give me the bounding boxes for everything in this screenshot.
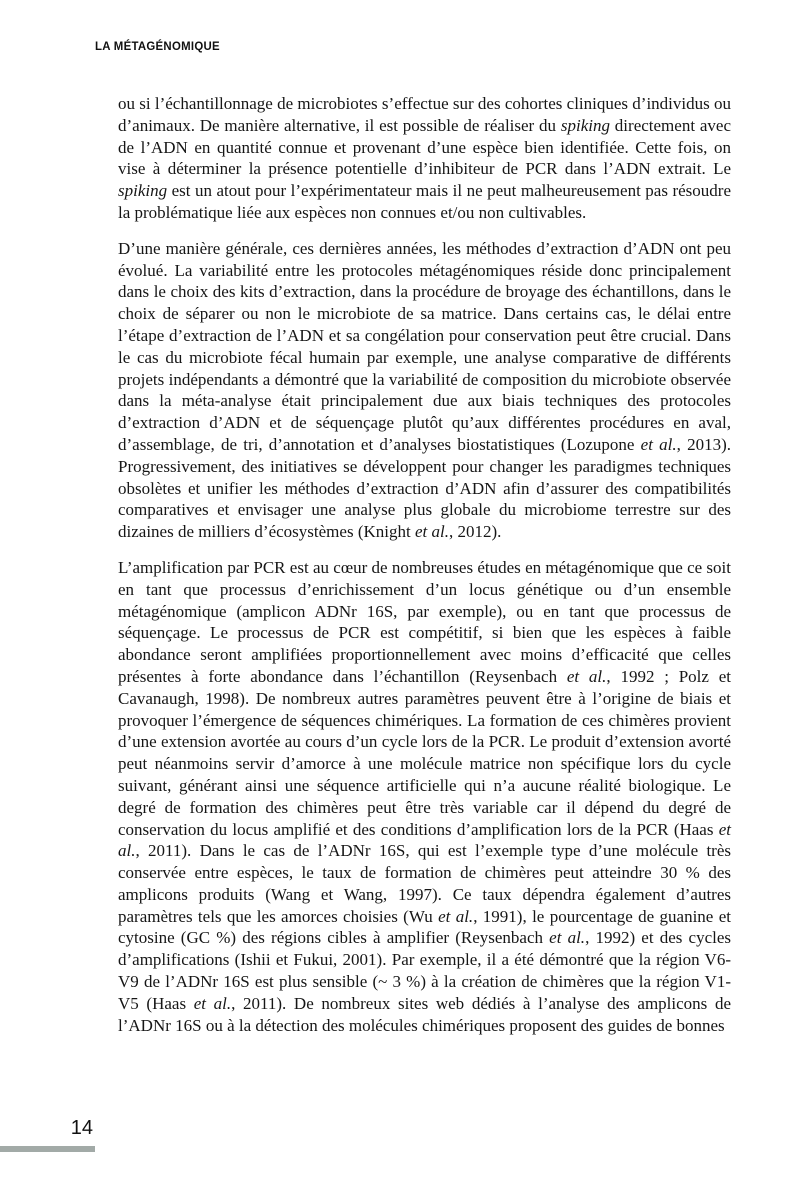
plain-text: , 2011). Dans le cas de l’ADNr 16S, qui est l’exemple type d’une molécule très conservée entre espèces, le taux de formation de chimères peut atteindre 30 % des amplicons produits (Wang et Wang, 1997). Ce taux dépendra également d’autres paramètres tels que les amorces choisies (Wu: [118, 841, 731, 926]
body-text: [118, 93, 731, 1050]
plain-text: est un atout pour l’expérimentateur mais il ne peut malheureusement pas résoudre la problématique liée aux espèces non connues et/ou non cultivables.: [118, 181, 731, 222]
italic-text: et al.: [118, 819, 731, 861]
italic-text: spiking: [560, 115, 610, 135]
plain-text: , 2012).: [448, 522, 502, 542]
plain-text: , 2011). De nombreux sites web dédiés à l’analyse des amplicons de l’ADNr 16S ou à la détection des molécules chimériques proposent des guides de bonnes: [118, 993, 731, 1035]
italic-text: et al.: [438, 906, 474, 926]
plain-text: , 1991), le pourcentage de guanine et cytosine (GC %) des régions cibles à amplifier (Reysenbach: [118, 906, 731, 948]
paragraph: [118, 93, 731, 224]
page-number: 14: [70, 1117, 93, 1139]
plain-text: , 2013). Progressivement, des initiatives se développent pour changer les paradigmes techniques obsolètes et unifier les méthodes d’extraction d’ADN afin d’assurer des compatibilités comparatives et envisager une analyse plus globale du microbiome terrestre sur des dizaines de milliers d’écosystèmes (Knight: [118, 434, 731, 542]
paragraph: [118, 557, 731, 1037]
plain-text: L’amplification par PCR est au cœur de nombreuses études en métagénomique que ce soit en tant que processus d’enrichissement d’un locus génétique ou d’un ensemble métagénomique (amplicon ADNr 16S, par exemple), ou en tant que processus de séquençage. Le processus de PCR est compétitif, si bien que les espèces à faible abondance seront amplifiées proportionnellement avec moins d’efficacité que celles présentes à forte abondance dans l’échantillon (Reysenbach: [118, 557, 731, 686]
plain-text: , 1992) et des cycles d’amplifications (Ishii et Fukui, 2001). Par exemple, il a été démontré que la région V6-V9 de l’ADNr 16S est plus sensible (~ 3 %) à la création de chimères que la région V1-V5 (Haas: [118, 928, 731, 1013]
folio-rule: [0, 1146, 95, 1152]
plain-text: , 1992 ; Polz et Cavanaugh, 1998). De nombreux autres paramètres peuvent être à l’origine de biais et provoquer l’émergence de séquences chimériques. La formation de ces chimères provient d’une extension avortée au cours d’un cycle lors de la PCR. Le produit d’extension avorté peut néanmoins servir d’amorce à une molécule matrice non spécifique lors du cycle suivant, générant ainsi une séquence artificielle qui n’a aucune réalité biologique. Le degré de formation des chimères peut être très variable car il dépend du degré de conservation du locus amplifié et des conditions d’amplification lors de la PCR (Haas: [118, 666, 731, 839]
italic-text: et al.: [549, 928, 586, 948]
paragraph: [118, 238, 731, 543]
running-header: LA MÉTAGÉNOMIQUE: [95, 39, 220, 53]
italic-text: et al.: [566, 666, 607, 686]
italic-text: et al.: [193, 993, 232, 1013]
plain-text: directement avec de l’ADN en quantité connue et provenant d’une espèce bien identifiée. Cette fois, on vise à déterminer la présence potentielle d’inhibiteur de PCR dans l’ADN extrait. Le: [118, 115, 732, 179]
plain-text: D’une manière générale, ces dernières années, les méthodes d’extraction d’ADN ont peu évolué. La variabilité entre les protocoles métagénomiques réside donc principalement dans le choix des kits d’extraction, dans la procédure de broyage des échantillons, dans le choix de séparer ou non le microbiote de sa matrice. Dans certains cas, le délai entre l’étape d’extraction de l’ADN et sa congélation pour conservation peut être crucial. Dans le cas du microbiote fécal humain par exemple, une analyse comparative de différents projets indépendants a démontré que la variabilité de composition du microbiote observée dans la méta-analyse était principalement due aux biais techniques des protocoles d’extraction d’ADN et de séquençage plutôt qu’aux différentes procédures en aval, d’assemblage, de tri, d’annotation et d’analyses biostatistiques (Lozupone: [118, 238, 731, 454]
italic-text: spiking: [118, 181, 168, 201]
italic-text: et al.: [640, 434, 677, 454]
plain-text: ou si l’échantillonnage de microbiotes s’effectue sur des cohortes cliniques d’individus ou d’animaux. De manière alternative, il est possible de réaliser du: [118, 94, 731, 135]
italic-text: et al.: [414, 522, 449, 542]
